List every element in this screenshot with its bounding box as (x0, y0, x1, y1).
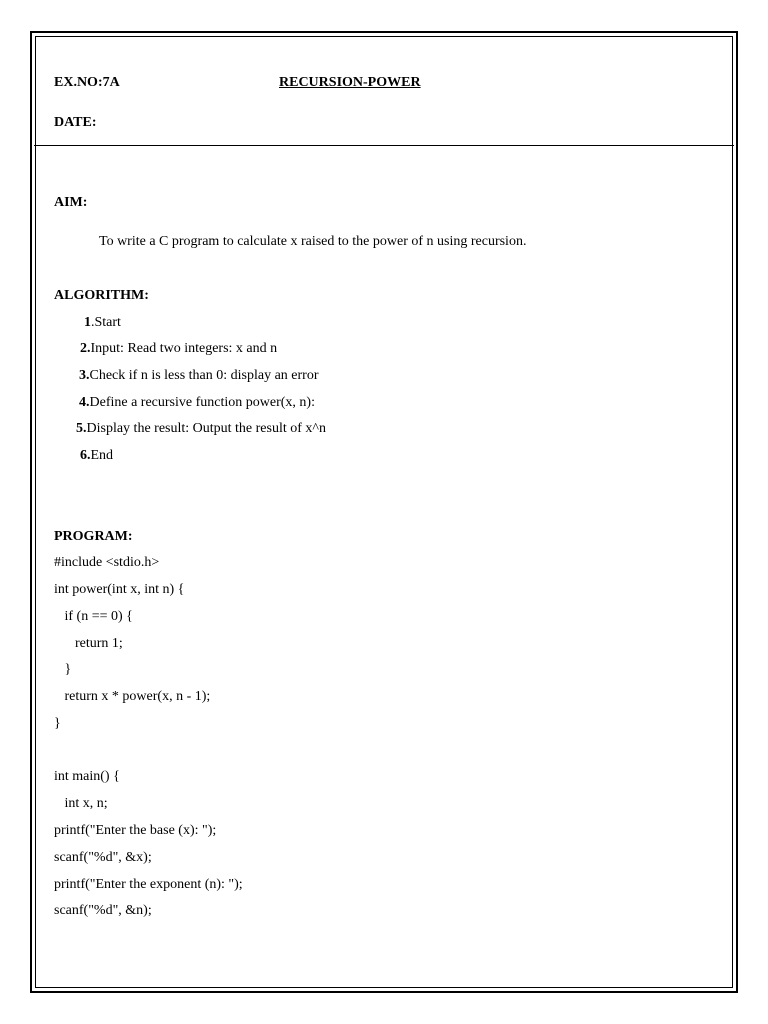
step-number: 5. (76, 421, 87, 436)
aim-heading: AIM: (54, 195, 88, 210)
algorithm-step (79, 394, 315, 412)
step-number: 4. (79, 395, 90, 410)
code-line: } (54, 662, 72, 677)
code-line: scanf("%d", &x); (54, 850, 152, 865)
algorithm-step (76, 420, 326, 438)
code-line: int main() { (54, 769, 120, 784)
step-number: 1 (84, 315, 91, 330)
step-text: End (90, 448, 114, 463)
code-line: } (54, 716, 61, 731)
step-text: Display the result: Output the result of x^n (86, 421, 326, 436)
step-number: 3. (79, 368, 90, 383)
aim-text: To write a C program to calculate x raised to the power of n using recursion. (99, 234, 527, 249)
code-line: int power(int x, int n) { (54, 582, 185, 597)
step-text: Define a recursive function power(x, n): (89, 395, 315, 410)
date-label: DATE: (54, 115, 97, 130)
code-line: return 1; (54, 636, 123, 651)
code-line: return x * power(x, n - 1); (54, 689, 211, 704)
code-line: if (n == 0) { (54, 609, 133, 624)
program-heading: PROGRAM: (54, 529, 133, 544)
algorithm-step (79, 367, 319, 385)
algorithm-heading: ALGORITHM: (54, 288, 149, 303)
step-number: 6. (80, 448, 91, 463)
page-border-inner (35, 36, 733, 988)
page-title: RECURSION-POWER (279, 75, 421, 90)
step-text: Check if n is less than 0: display an error (89, 368, 319, 383)
code-line: scanf("%d", &n); (54, 903, 152, 918)
algorithm-step (84, 314, 121, 332)
algorithm-step (80, 340, 277, 358)
step-text: Input: Read two integers: x and n (90, 341, 278, 356)
algorithm-step (80, 447, 113, 465)
header-divider (34, 145, 734, 146)
exercise-number: EX.NO:7A (54, 75, 120, 90)
code-line: int x, n; (54, 796, 108, 811)
code-line: #include <stdio.h> (54, 555, 160, 570)
step-text: .Start (91, 315, 121, 330)
code-line: printf("Enter the exponent (n): "); (54, 877, 243, 892)
step-number: 2. (80, 341, 91, 356)
code-line: printf("Enter the base (x): "); (54, 823, 217, 838)
